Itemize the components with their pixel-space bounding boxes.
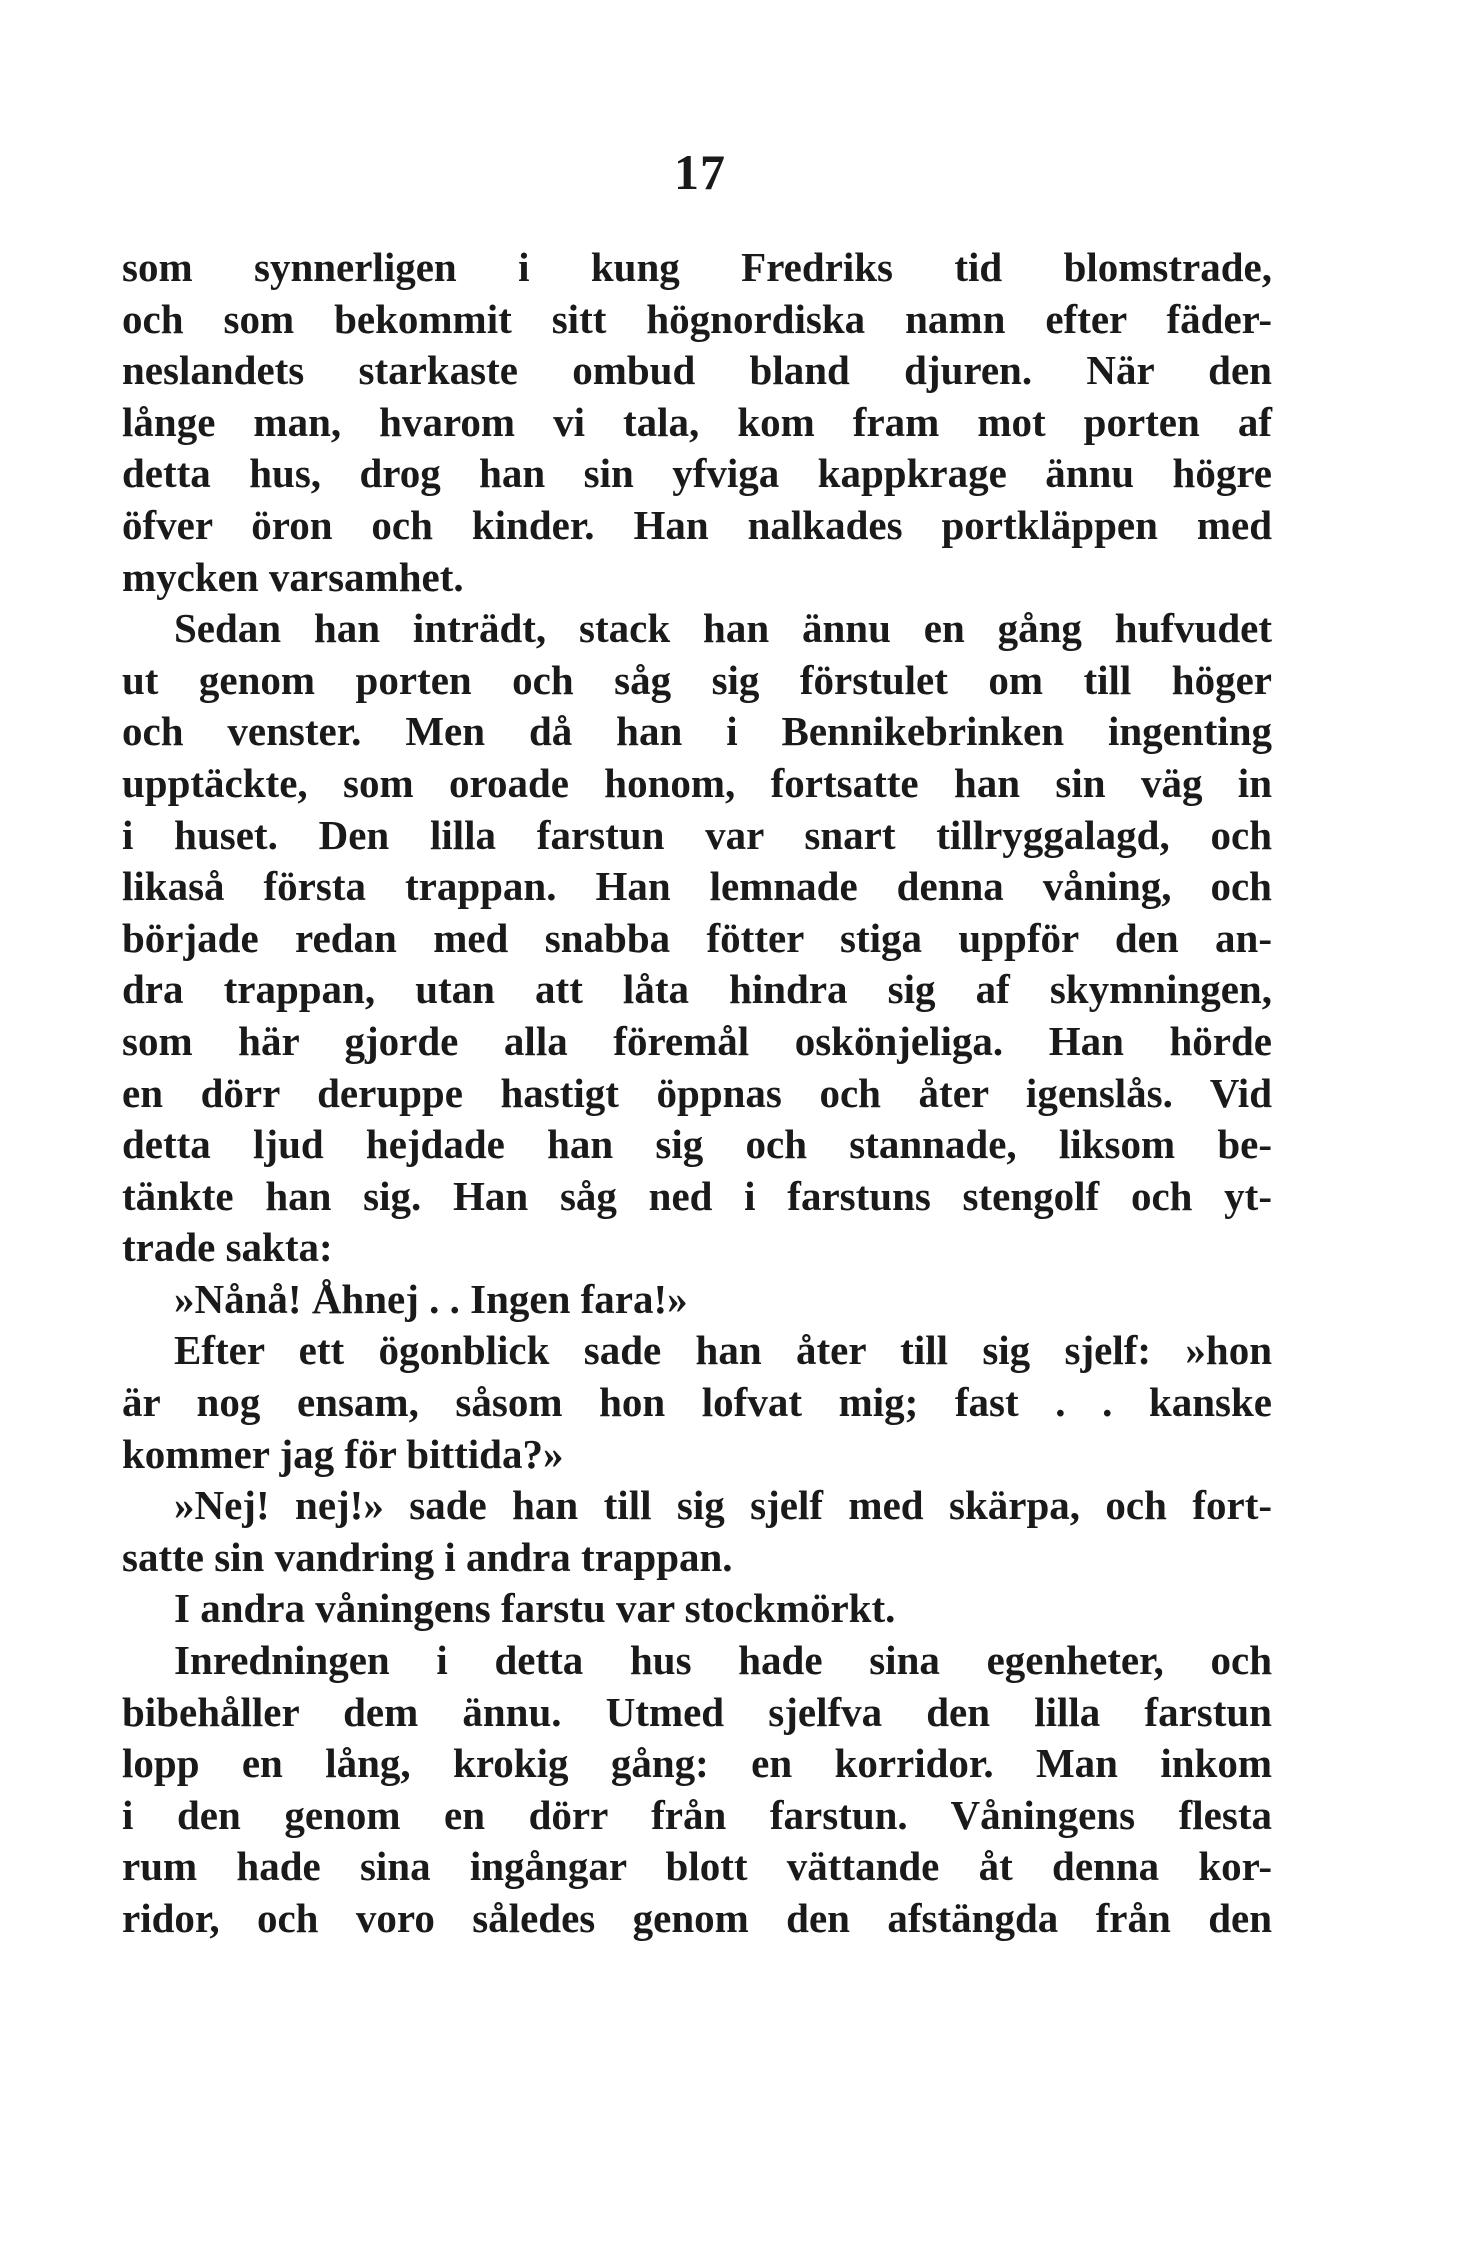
text-line: ut genom porten och såg sig förstulet om till höger — [122, 656, 1272, 703]
text-line: neslandets starkaste ombud bland djuren. När den — [122, 347, 1272, 394]
page-number: 17 — [674, 144, 726, 200]
text-line: rum hade sina ingångar blott vättande åt denna kor- — [122, 1843, 1272, 1890]
text-line: långe man, hvarom vi tala, kom fram mot porten af — [122, 398, 1272, 445]
text-line: detta hus, drog han sin yfviga kappkrage ännu högre — [122, 450, 1272, 497]
text-line: satte sin vandring i andra trappan. — [122, 1533, 733, 1580]
text-line: ridor, och voro således genom den afstängda från den — [122, 1895, 1272, 1941]
text-line: Inredningen i detta hus hade sina egenheter, och — [174, 1637, 1272, 1684]
body-text — [122, 242, 1272, 1945]
text-line: dra trappan, utan att låta hindra sig af skymningen, — [122, 966, 1272, 1013]
text-line: mycken varsamhet. — [122, 553, 464, 600]
text-line: detta ljud hejdade han sig och stannade, liksom be- — [122, 1121, 1272, 1168]
text-line: började redan med snabba fötter stiga uppför den an- — [122, 914, 1272, 961]
text-line: lopp en lång, krokig gång: en korridor. Man inkom — [122, 1740, 1272, 1787]
text-line: I andra våningens farstu var stockmörkt. — [174, 1585, 896, 1632]
text-line: upptäckte, som oroade honom, fortsatte han sin väg in — [122, 759, 1272, 806]
text-line: Sedan han inträdt, stack han ännu en gång hufvudet — [174, 605, 1272, 652]
text-line: bibehåller dem ännu. Utmed sjelfva den lilla farstun — [122, 1688, 1272, 1735]
text-line: Efter ett ögonblick sade han åter till sig sjelf: »hon — [174, 1327, 1272, 1374]
text-line: är nog ensam, såsom hon lofvat mig; fast . . kanske — [122, 1379, 1272, 1426]
text-line: och som bekommit sitt högnordiska namn efter fäder- — [122, 295, 1272, 342]
text-line: trade sakta: — [122, 1224, 333, 1271]
text-line: och venster. Men då han i Bennikebrinken ingenting — [122, 708, 1272, 755]
text-line: kommer jag för bittida?» — [122, 1430, 564, 1477]
text-line: öfver öron och kinder. Han nalkades portkläppen med — [122, 501, 1272, 548]
text-line: i den genom en dörr från farstun. Våningens flesta — [122, 1791, 1272, 1838]
text-line: som synnerligen i kung Fredriks tid blomstrade, — [122, 244, 1272, 290]
text-line: en dörr deruppe hastigt öppnas och åter igenslås. Vid — [122, 1069, 1272, 1116]
text-line: som här gjorde alla föremål oskönjeliga. Han hörde — [122, 1017, 1272, 1064]
text-line: i huset. Den lilla farstun var snart tillryggalagd, och — [122, 811, 1272, 858]
text-line: »Nej! nej!» sade han till sig sjelf med skärpa, och fort- — [174, 1482, 1272, 1529]
text-line: »Nånå! Åhnej . . Ingen fara!» — [174, 1275, 688, 1322]
text-line: likaså första trappan. Han lemnade denna våning, och — [122, 863, 1272, 910]
text-line: tänkte han sig. Han såg ned i farstuns stengolf och yt- — [122, 1172, 1272, 1219]
